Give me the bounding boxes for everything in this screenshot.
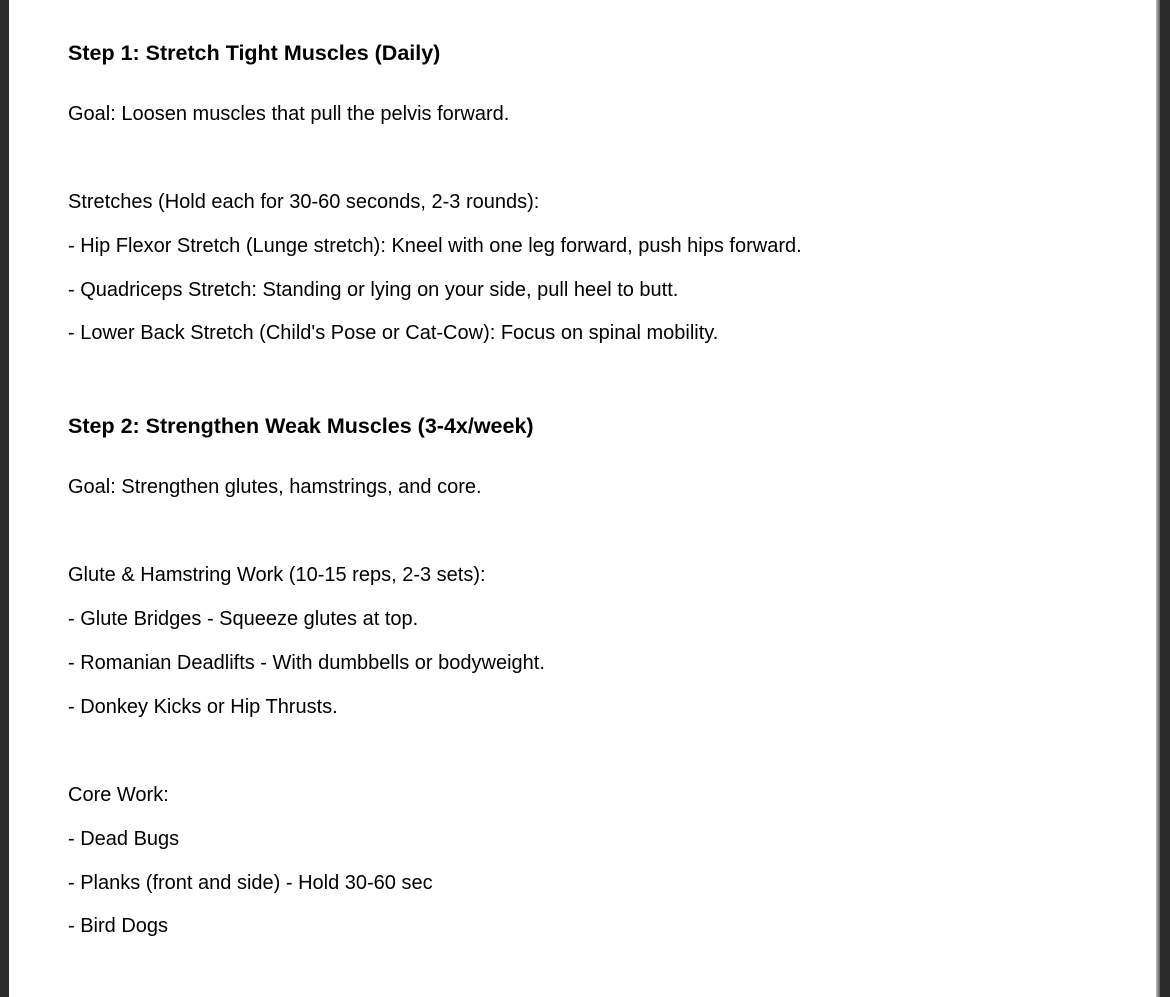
step1-stretches-subheading: Stretches (Hold each for 30-60 seconds, 2-3 rounds):	[68, 191, 540, 213]
viewer-right-border	[1156, 0, 1170, 997]
list-item: - Quadriceps Stretch: Standing or lying on your side, pull heel to butt.	[68, 279, 679, 301]
step1-goal: Goal: Loosen muscles that pull the pelvis forward.	[68, 103, 510, 125]
list-item: - Hip Flexor Stretch (Lunge stretch): Kneel with one leg forward, push hips forward.	[68, 235, 802, 257]
document-page	[9, 0, 1156, 997]
viewer-left-border	[0, 0, 9, 997]
step2-heading: Step 2: Strengthen Weak Muscles (3-4x/week)	[68, 414, 534, 438]
step2-goal: Goal: Strengthen glutes, hamstrings, and core.	[68, 476, 482, 498]
list-item: - Donkey Kicks or Hip Thrusts.	[68, 696, 338, 718]
list-item: - Glute Bridges - Squeeze glutes at top.	[68, 608, 419, 630]
list-item: - Planks (front and side) - Hold 30-60 sec	[68, 872, 433, 894]
list-item: - Romanian Deadlifts - With dumbbells or bodyweight.	[68, 652, 545, 674]
step1-heading: Step 1: Stretch Tight Muscles (Daily)	[68, 41, 441, 65]
step2-core-subheading: Core Work:	[68, 784, 169, 806]
step2-glute-subheading: Glute & Hamstring Work (10-15 reps, 2-3 sets):	[68, 564, 486, 586]
list-item: - Dead Bugs	[68, 828, 180, 850]
list-item: - Bird Dogs	[68, 915, 169, 937]
list-item: - Lower Back Stretch (Child's Pose or Cat-Cow): Focus on spinal mobility.	[68, 322, 719, 344]
